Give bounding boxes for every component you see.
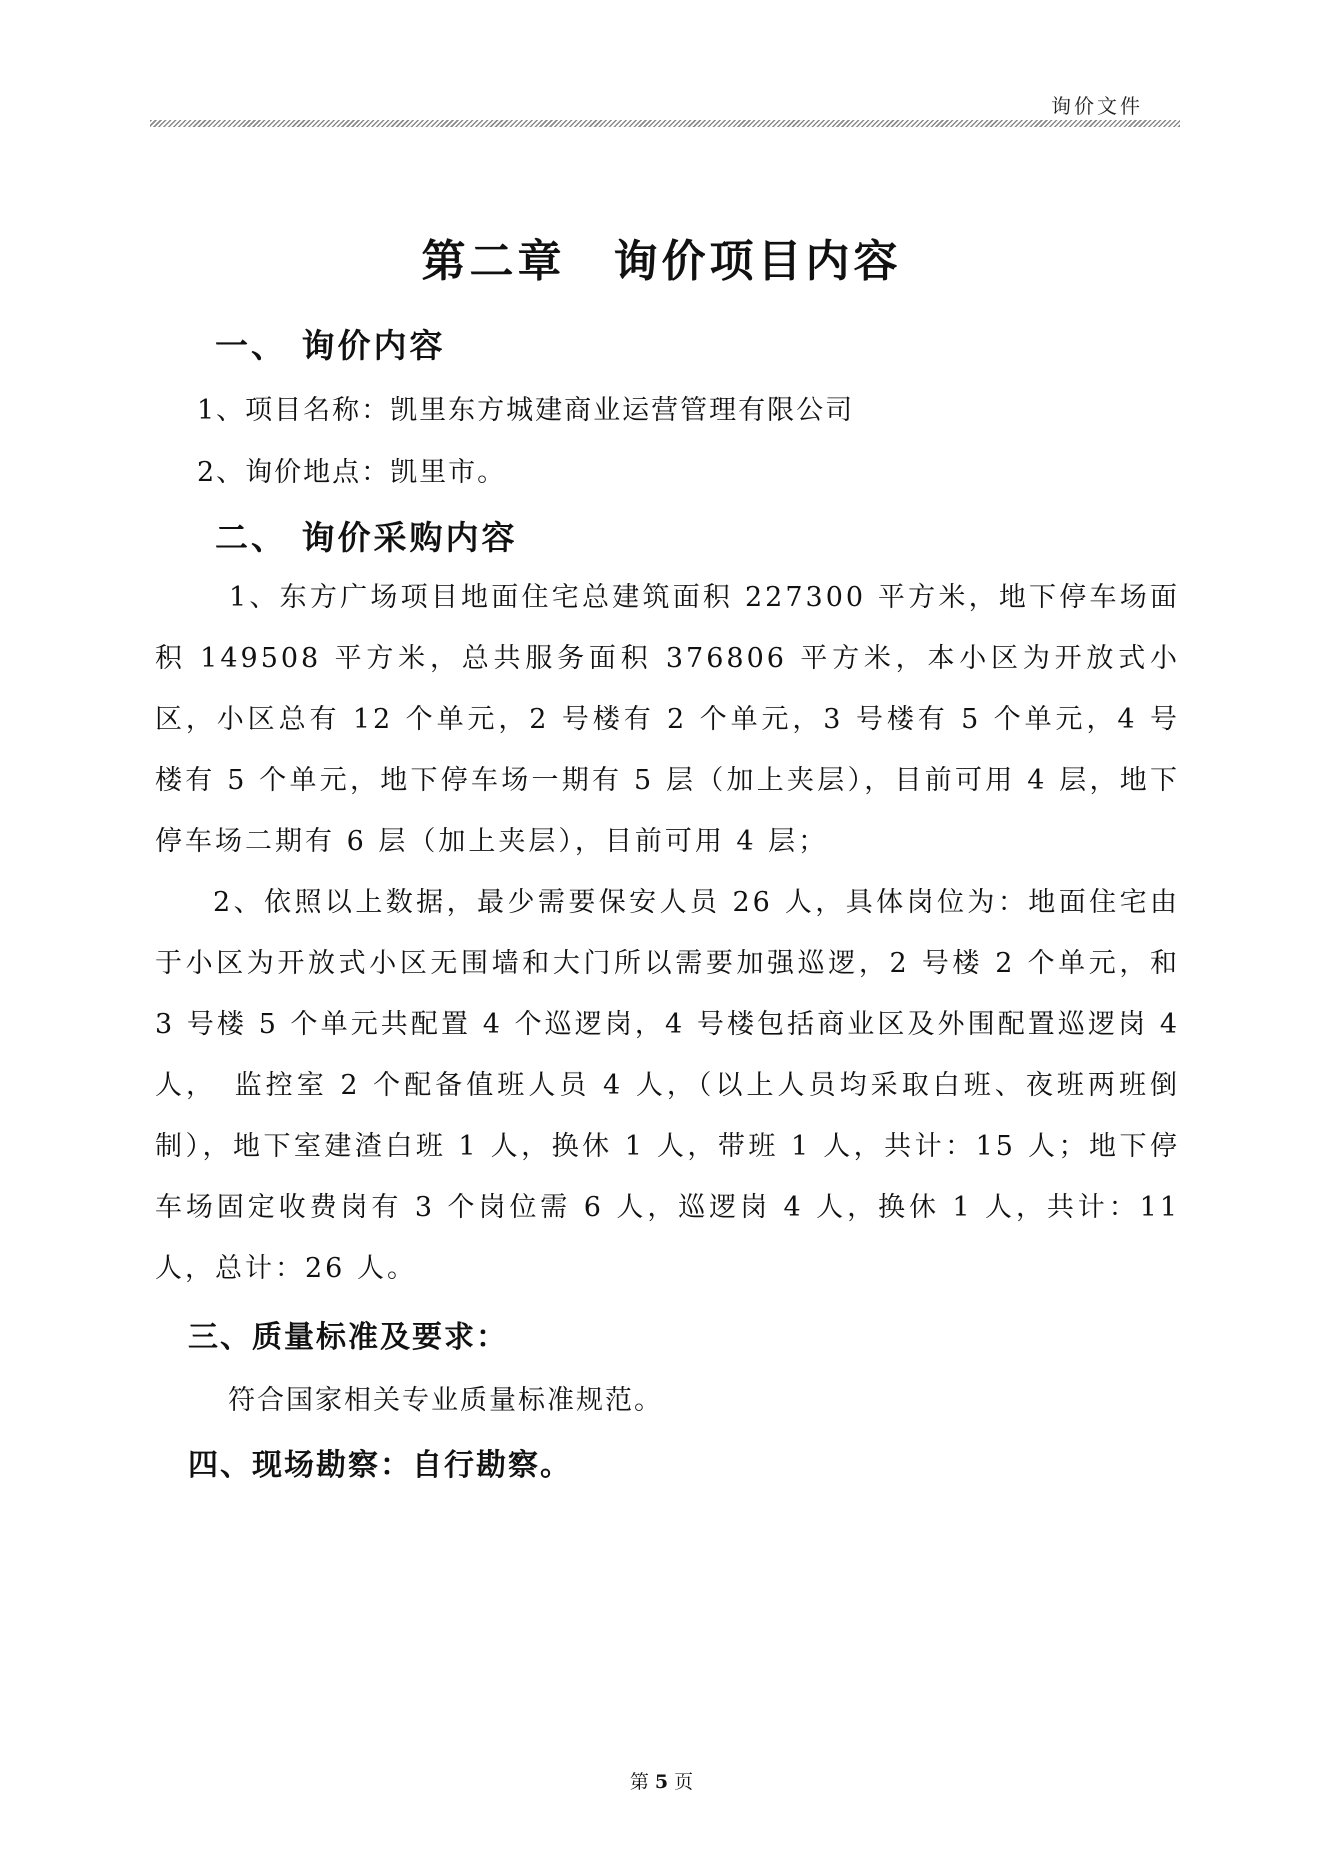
section-heading-inquiry-content: 一、 询价内容 — [215, 326, 446, 365]
header-divider — [150, 120, 1180, 127]
procurement-paragraph-1: 1、东方广场项目地面住宅总建筑面积 227300 平方米，地下停车场面积 149508 平方米，总共服务面积 376806 平方米，本小区为开放式小区，小区总有 12 个单元，2 号楼有 2 个单元，3 号楼有 5 个单元，4 号楼有 5 个单元，地下停车场一期有 5 层（加上夹层），目前可用 4 层，地下停车场二期有 6 层（加上夹层），目前可用 4 层； — [155, 582, 1180, 857]
page-number: 5 — [654, 1771, 669, 1793]
section-heading-site-survey: 四、现场勘察：自行勘察。 — [188, 1448, 572, 1483]
section-heading-quality-standard: 三、质量标准及要求： — [188, 1320, 508, 1355]
procurement-paragraph-2: 2、依照以上数据，最少需要保安人员 26 人，具体岗位为：地面住宅由于小区为开放式小区无围墙和大门所以需要加强巡逻，2 号楼 2 个单元，和 3 号楼 5 个单元共配置 4 个巡逻岗，4 号楼包括商业区及外围配置巡逻岗 4 人， 监控室 2 个配备值班人员 4 人，（以上人员均采取白班、夜班两班倒制），地下室建渣白班 1 人，换休 1 人，带班 1 人，共计：15 人；地下停车场固定收费岗有 3 个岗位需 6 人，巡逻岗 4 人，换休 1 人，共计：11 人，总计：26 人。 — [155, 887, 1180, 1284]
chapter-title: 第二章 询价项目内容 — [421, 236, 902, 287]
footer-prefix: 第 — [629, 1771, 655, 1793]
inquiry-location-line: 2、询价地点：凯里市。 — [197, 457, 507, 488]
page-footer — [0, 1767, 1323, 1794]
footer-suffix: 页 — [668, 1771, 694, 1793]
section-heading-procurement-content: 二、 询价采购内容 — [215, 518, 518, 557]
quality-standard-text: 符合国家相关专业质量标准规范。 — [228, 1385, 663, 1416]
document-header-label: 询价文件 — [1051, 94, 1143, 118]
project-name-line: 1、项目名称：凯里东方城建商业运营管理有限公司 — [197, 395, 855, 426]
